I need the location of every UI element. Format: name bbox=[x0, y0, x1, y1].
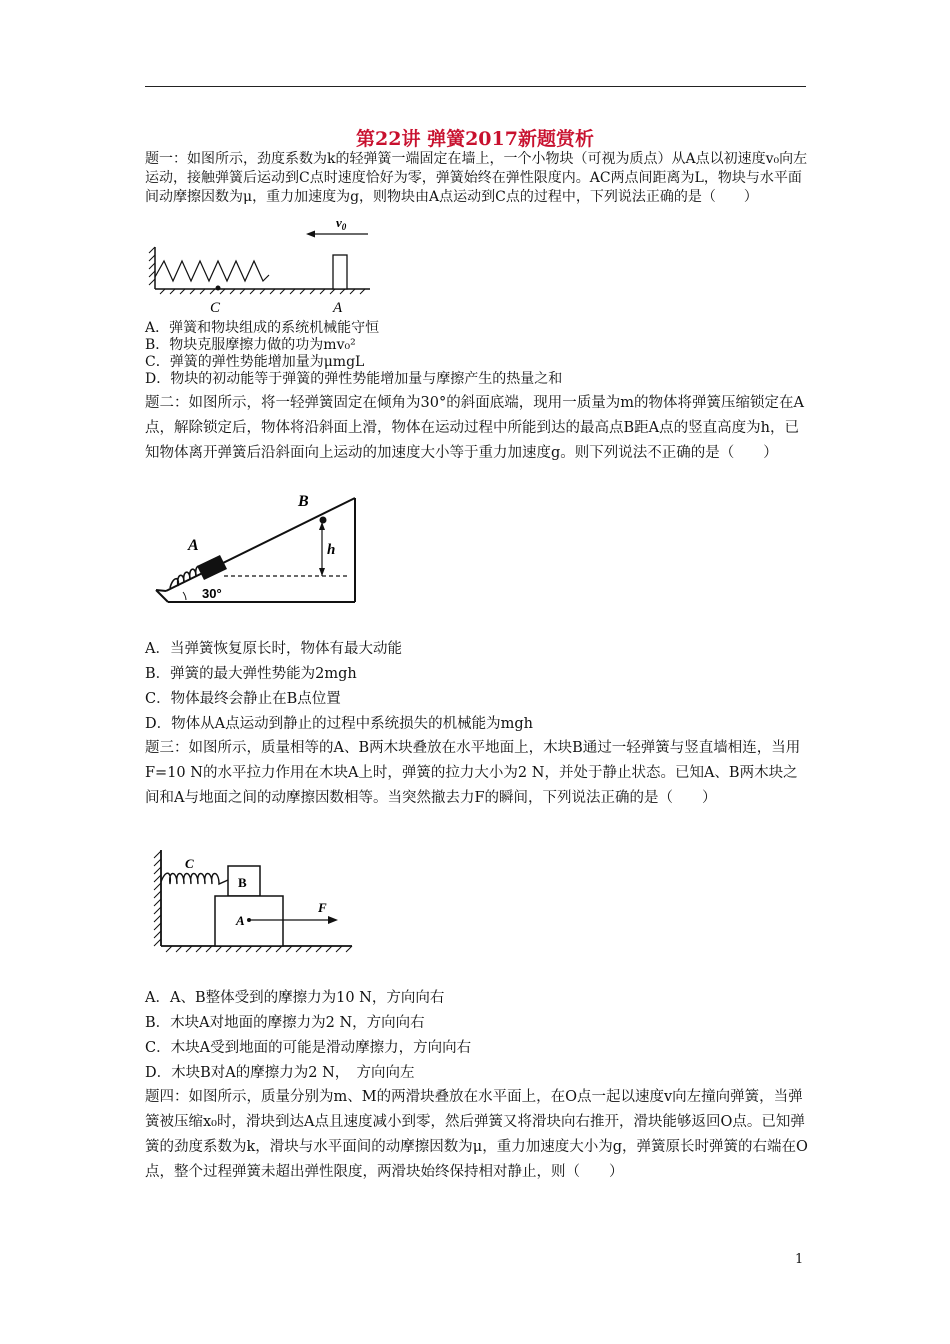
q1-figure bbox=[148, 215, 378, 315]
q1-label-c: C bbox=[210, 300, 221, 316]
q1-option-d: D．物块的初动能等于弹簧的弹性势能增加量与摩擦产生的热量之和 bbox=[145, 371, 563, 387]
q4-stem: 题四：如图所示，质量分别为m、M的两滑块叠放在水平面上，在O点一起以速度v向左撞向弹簧，当弹簧被压缩x₀时，滑块到达A点且速度减小到零，然后弹簧又将滑块向右推开，滑块能够返回O点。已知弹簧的劲度系数为k，滑块与水平面间的动摩擦因数为μ，重力加速度大小为g，弹簧原长时弹簧的右端在O点，整个过程弹簧未超出弹性限度，两滑块始终保持相对静止，则（ ） bbox=[145, 1089, 808, 1180]
q3-stem: 题三：如图所示，质量相等的A、B两木块叠放在水平地面上，木块B通过一轻弹簧与竖直墙相连，当用F=10 N的水平拉力作用在木块A上时，弹簧的拉力大小为2 N，并处于静止状态。已知A、B两木块之间和A与地面之间的动摩擦因数相等。当突然撤去力F的瞬间，下列说法正确的是（ ） bbox=[145, 740, 801, 806]
q3-option-a: A．A、B整体受到的摩擦力为10 N，方向向右 bbox=[145, 990, 445, 1006]
q2-spring bbox=[170, 566, 202, 588]
q2-label-b: B bbox=[298, 493, 309, 510]
q1-option-b: B．物块克服摩擦力做的功为mv₀² bbox=[145, 337, 356, 353]
q3-option-b: B．木块A对地面的摩擦力为2 N，方向向右 bbox=[145, 1015, 425, 1031]
page-title: 第22讲 弹簧2017新题赏析 bbox=[356, 128, 594, 150]
q3-figure bbox=[152, 846, 357, 956]
q1-stem: 题一：如图所示，劲度系数为k的轻弹簧一端固定在墙上，一个小物块（可视为质点）从A点以初速度v₀向左运动，接触弹簧后运动到C点时速度恰好为零，弹簧始终在弹性限度内。AC两点间距离为L，物块与水平面间动摩擦因数为μ，重力加速度为g，则物块由A点运动到C点的过程中，下列说法正确的是（ ） bbox=[145, 151, 808, 205]
q2-label-h: h bbox=[327, 542, 336, 558]
q3-option-d: D．木块B对A的摩擦力为2 N， 方向向左 bbox=[145, 1065, 415, 1081]
q1-ground bbox=[155, 289, 370, 294]
page-number: 1 bbox=[795, 1252, 804, 1267]
q1-wall bbox=[149, 247, 155, 289]
q2-stem: 题二：如图所示，将一轻弹簧固定在倾角为30°的斜面底端，现用一质量为m的物体将弹簧压缩锁定在A点，解除锁定后，物体将沿斜面上滑，物体在运动过程中所能到达的最高点B距A点的竖直高度为h，已知物体离开弹簧后沿斜面向上运动的加速度大小等于重力加速度g。则下列说法不正确的是（ ） bbox=[145, 395, 804, 461]
q1-velocity-label: $v_0$ bbox=[336, 215, 347, 232]
q1-option-c: C．弹簧的弹性势能增加量为μmgL bbox=[145, 354, 365, 370]
q3-wall bbox=[154, 850, 161, 946]
q1-spring bbox=[155, 261, 269, 281]
q1-point-c bbox=[216, 286, 221, 291]
q1-label-a: A bbox=[333, 300, 343, 316]
q3-label-a: A bbox=[236, 913, 245, 928]
q1-velocity-arrow bbox=[306, 231, 368, 238]
q2-option-d: D．物体从A点运动到静止的过程中系统损失的机械能为mgh bbox=[145, 716, 533, 732]
q2-option-a: A．当弹簧恢复原长时，物体有最大动能 bbox=[145, 641, 402, 657]
q3-label-f: F bbox=[318, 900, 327, 915]
header-rule bbox=[145, 86, 806, 87]
q3-spring bbox=[161, 873, 228, 884]
q2-point-b bbox=[320, 517, 327, 524]
q2-block-a bbox=[197, 555, 227, 580]
q3-label-c: C bbox=[185, 856, 194, 871]
q2-label-a: A bbox=[188, 537, 199, 554]
q2-incline bbox=[156, 498, 355, 602]
q2-angle-arc bbox=[183, 592, 186, 600]
q3-label-b: B bbox=[238, 875, 247, 890]
q2-option-c: C．物体最终会静止在B点位置 bbox=[145, 691, 341, 707]
q3-ground bbox=[161, 946, 352, 952]
q2-figure bbox=[150, 488, 360, 608]
q1-block bbox=[333, 255, 347, 289]
q2-angle-label: 30° bbox=[202, 586, 222, 601]
q2-option-b: B．弹簧的最大弹性势能为2mgh bbox=[145, 666, 357, 682]
q1-option-a: A．弹簧和物块组成的系统机械能守恒 bbox=[145, 320, 380, 336]
q3-option-c: C．木块A受到地面的可能是滑动摩擦力，方向向右 bbox=[145, 1040, 472, 1056]
